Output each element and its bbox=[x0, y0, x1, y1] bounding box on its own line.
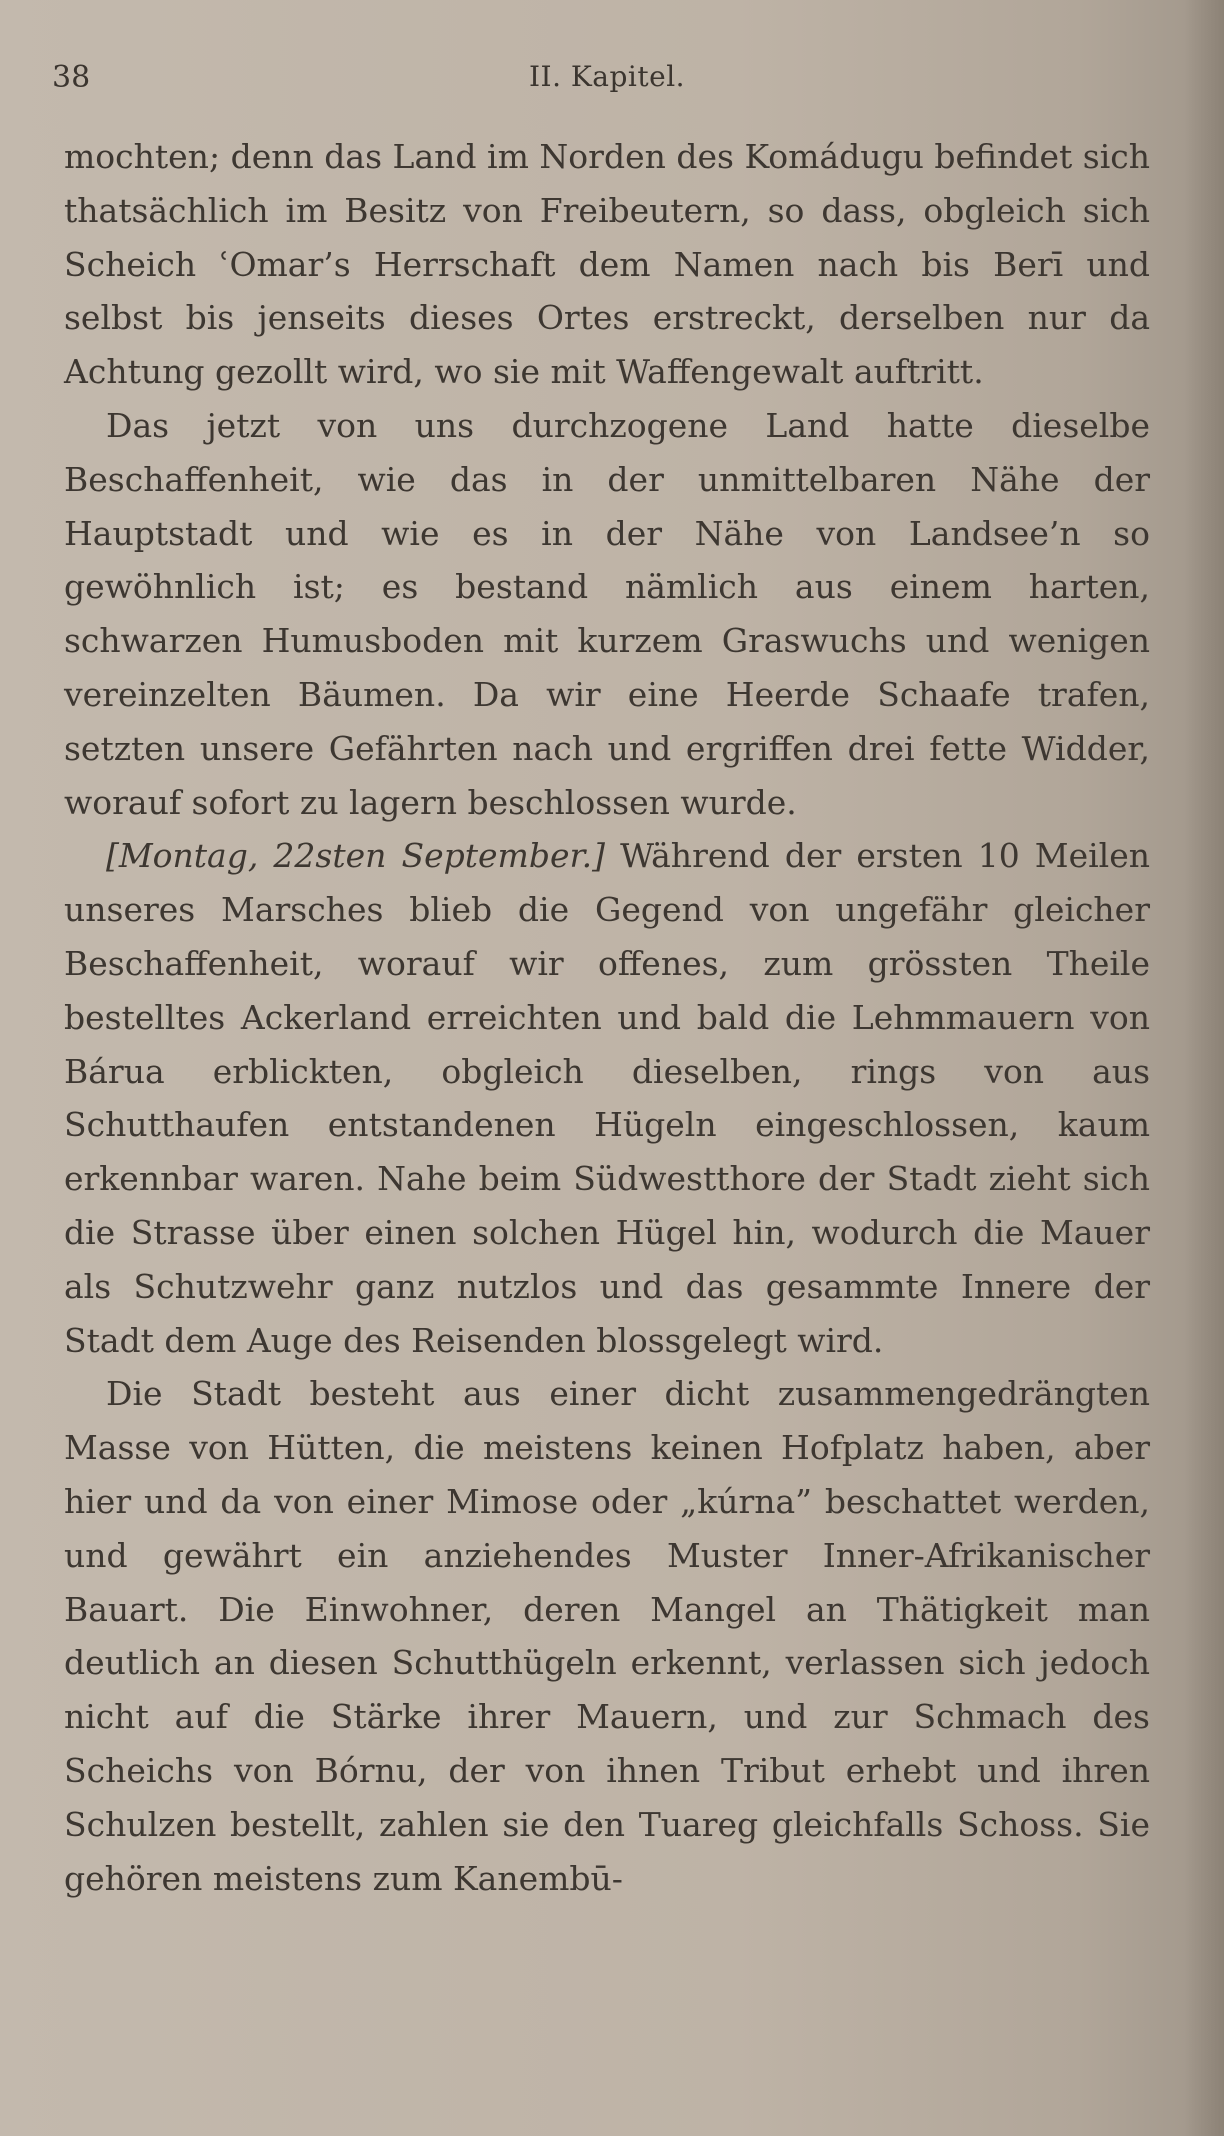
page-number: 38 bbox=[52, 60, 91, 95]
date-note: [Montag, 22sten September.] bbox=[106, 836, 605, 876]
paragraph-3-text: Während der ersten 10 Meilen unseres Marsches blieb die Gegend von ungefähr gleicher Beschaffenheit, worauf wir offenes, zum grössten Theile bestelltes Ackerland erreichten und bald die Lehmmauern von Bárua erblickten, obgleich dieselben, rings von aus Schutthaufen entstandenen Hügeln eingeschlossen, kaum erkennbar waren. Nahe beim Südwestthore der Stadt zieht sich die Strasse über einen solchen Hügel hin, wodurch die Mauer als Schutzwehr ganz nutzlos und das gesammte Innere der Stadt dem Auge des Reisenden blossgelegt wird. bbox=[64, 836, 1151, 1360]
body-text bbox=[64, 130, 1150, 1905]
paragraph-2: Das jetzt von uns durchzogene Land hatte dieselbe Beschaffenheit, wie das in der unmittelbaren Nähe der Hauptstadt und wie es in der Nähe von Landsee’n so gewöhnlich ist; es bestand nämlich aus einem harten, schwarzen Humusboden mit kurzem Graswuchs und wenigen vereinzelten Bäumen. Da wir eine Heerde Schaafe trafen, setzten unsere Gefährten nach und ergriffen drei fette Widder, worauf sofort zu lagern beschlossen wurde. bbox=[64, 405, 1150, 822]
paragraph-1: mochten; denn das Land im Norden des Komádugu befindet sich thatsächlich im Besitz von Freibeutern, so dass, obgleich sich Scheich ʿOmar’s Herrschaft dem Namen nach bis Berī und selbst bis jenseits dieses Ortes erstreckt, derselben nur da Achtung gezollt wird, wo sie mit Waffengewalt auftritt. bbox=[64, 137, 1150, 392]
running-title: II. Kapitel. bbox=[528, 60, 686, 93]
paragraph-3 bbox=[64, 829, 1150, 1367]
page-edge-shadow bbox=[1184, 0, 1224, 2136]
paragraph-4: Die Stadt besteht aus einer dicht zusammengedrängten Masse von Hütten, die meistens keinen Hofplatz haben, aber hier und da von einer Mimose oder „kúrna” beschattet werden, und gewährt ein anziehendes Muster Inner-Afrikanischer Bauart. Die Einwohner, deren Mangel an Thätigkeit man deutlich an diesen Schutthügeln erkennt, verlassen sich jedoch nicht auf die Stärke ihrer Mauern, und zur Schmach des Scheichs von Bórnu, der von ihnen Tribut erhebt und ihren Schulzen bestellt, zahlen sie den Tuareg gleichfalls Schoss. Sie gehören meistens zum Kanembū- bbox=[64, 1374, 1150, 1898]
page-header bbox=[52, 54, 1162, 104]
